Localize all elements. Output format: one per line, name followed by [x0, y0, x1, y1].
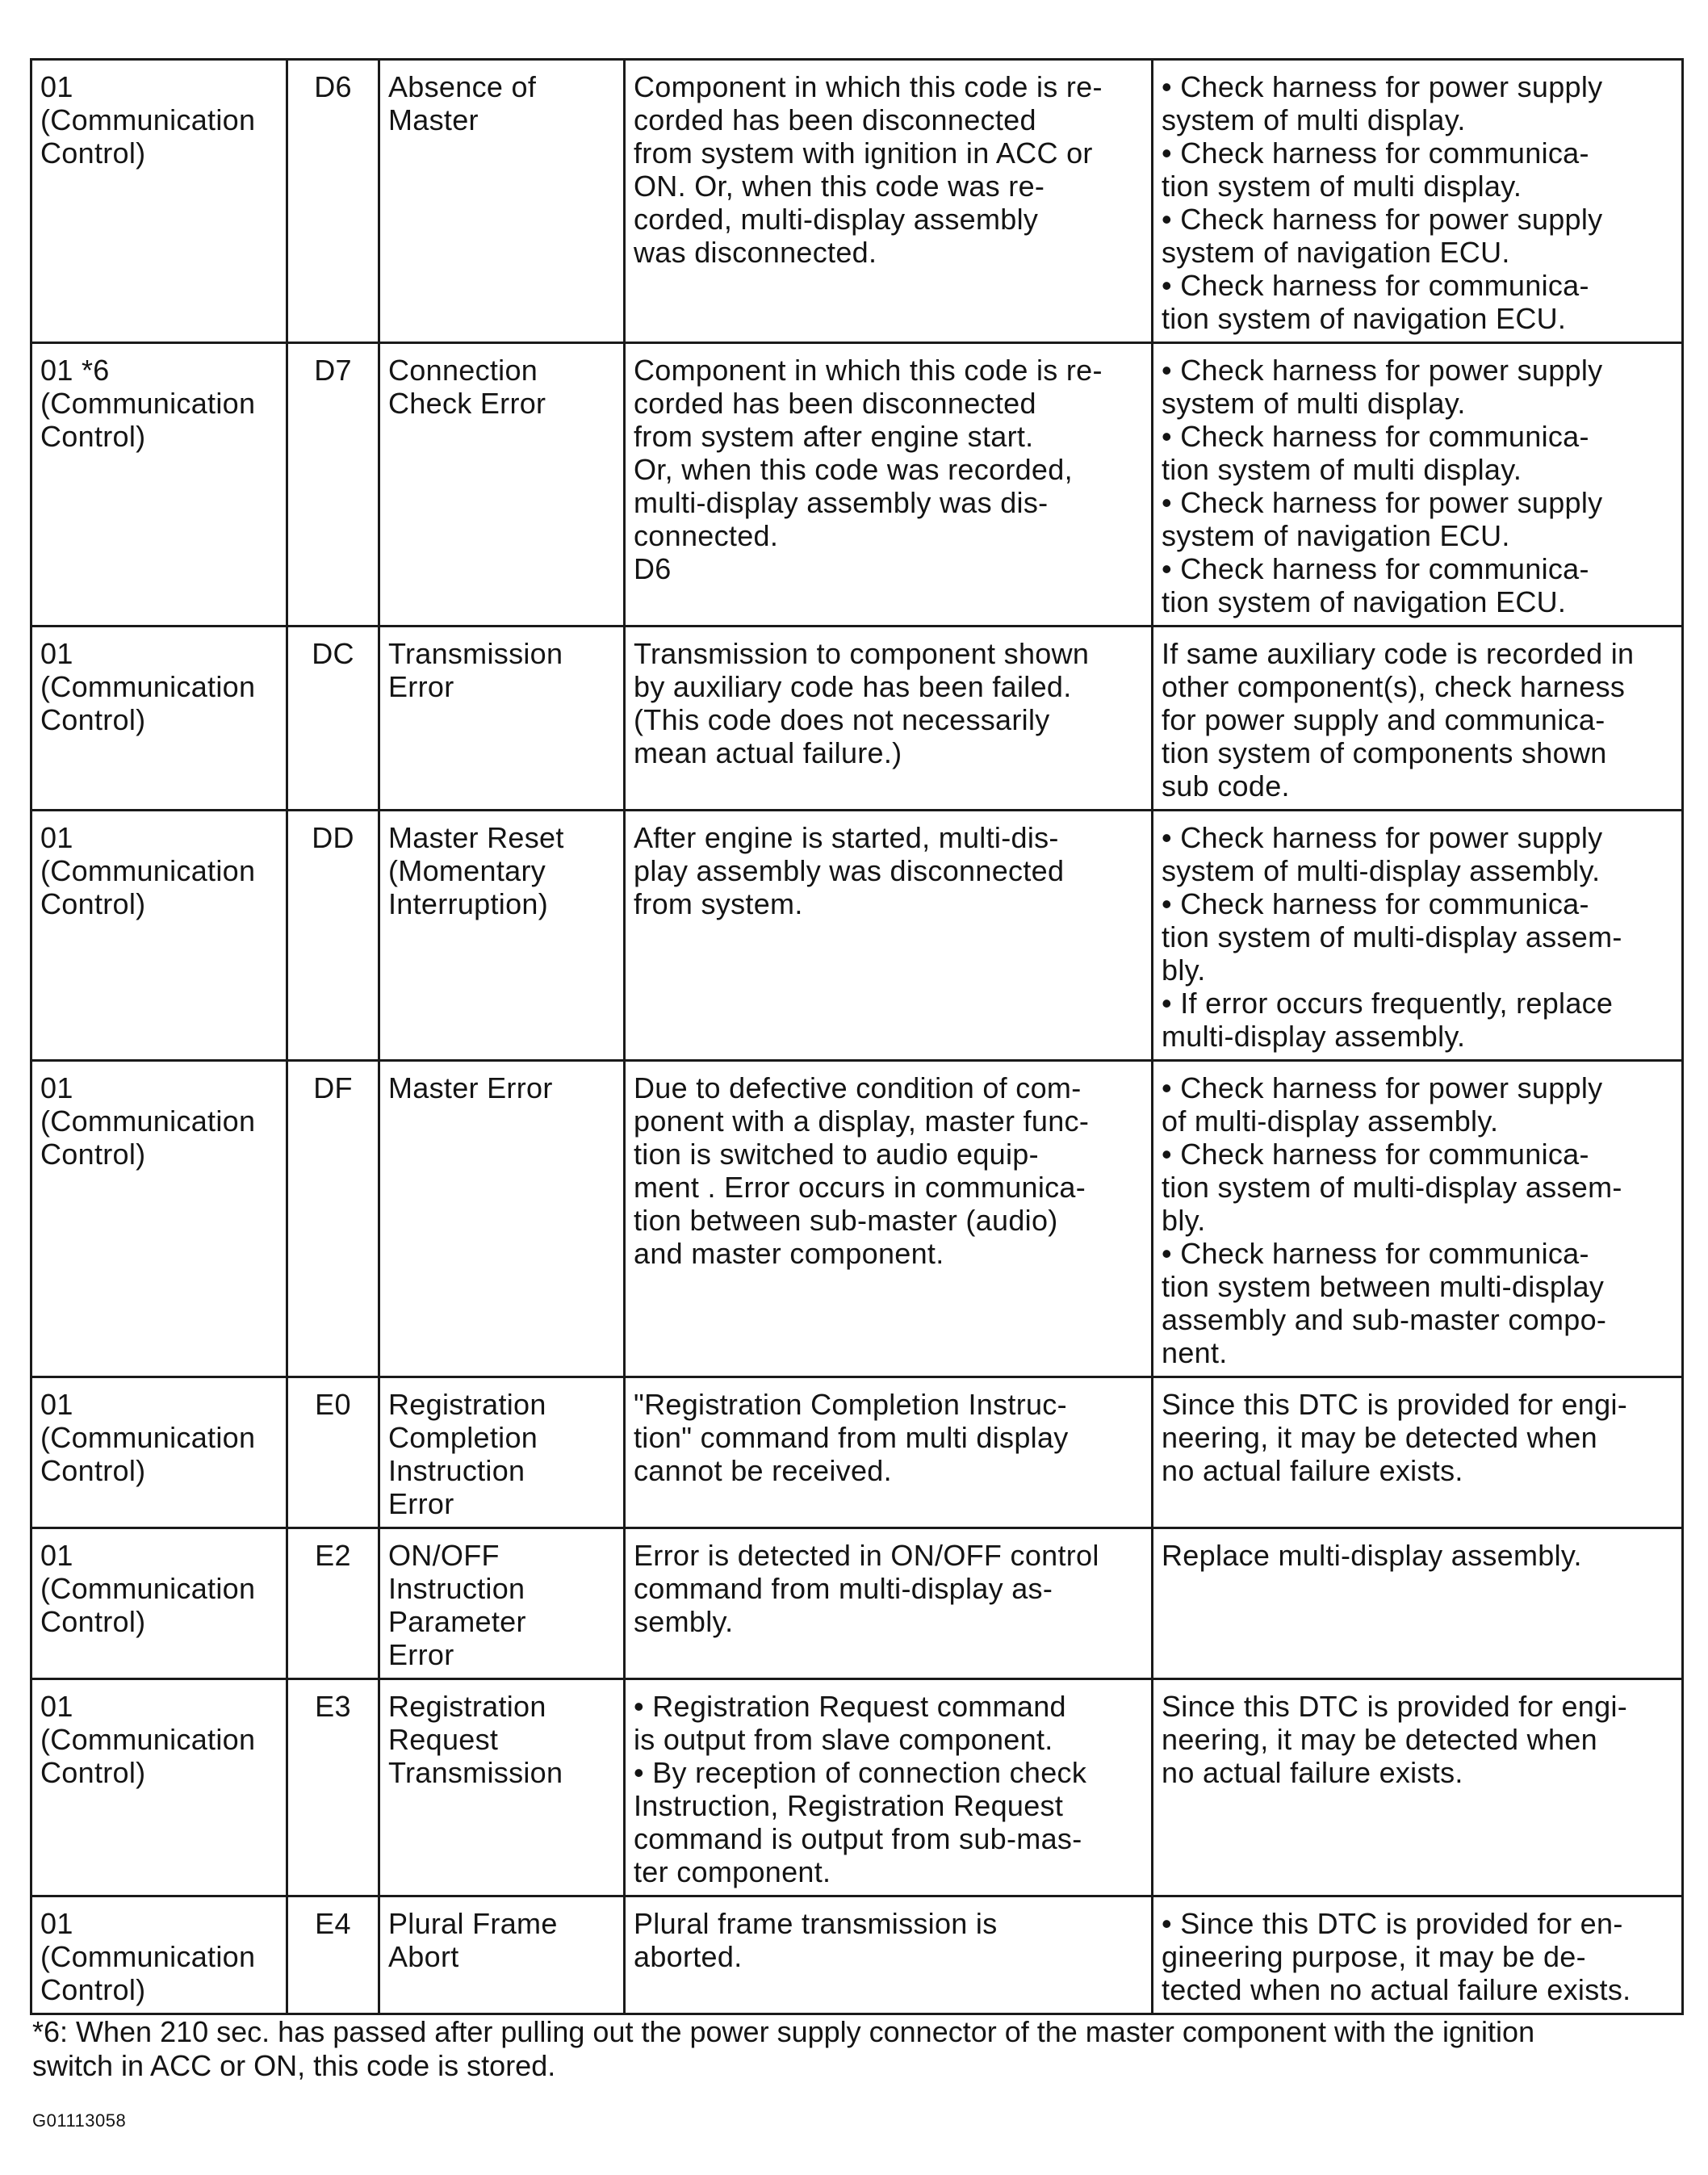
trouble-condition-cell-line: Transmission to component shown: [634, 637, 1090, 670]
system-cell-line: 01: [40, 637, 73, 670]
system-cell-line: (Communication: [40, 670, 256, 703]
trouble-area-cell: [1153, 1528, 1683, 1679]
system-cell-line: Control): [40, 1605, 146, 1638]
system-cell-line: 01: [40, 1907, 73, 1940]
trouble-condition-cell-line: Error is detected in ON/OFF control: [634, 1539, 1099, 1572]
detection-item-cell-line: Check Error: [388, 387, 546, 420]
trouble-condition-cell-line: Component in which this code is re-: [634, 70, 1103, 103]
trouble-area-cell-line: bly.: [1162, 953, 1206, 987]
trouble-condition-cell-line: (This code does not necessarily: [634, 703, 1050, 736]
system-cell-line: Control): [40, 1756, 146, 1789]
detection-item-cell-line: Registration: [388, 1690, 546, 1723]
trouble-condition-cell: [625, 1528, 1153, 1679]
detection-item-cell: [379, 1377, 625, 1528]
detection-item-cell: [379, 1061, 625, 1377]
dtc-row: [31, 1679, 1683, 1896]
trouble-condition-cell-line: sembly.: [634, 1605, 734, 1638]
trouble-condition-cell-line: "Registration Completion Instruc-: [634, 1388, 1067, 1421]
dtc-table-body: [31, 60, 1683, 2014]
system-cell-line: 01: [40, 821, 73, 854]
dtc-code-cell: DD: [287, 811, 379, 1061]
trouble-area-cell: [1153, 811, 1683, 1061]
trouble-condition-cell-line: command is output from sub-mas-: [634, 1822, 1082, 1855]
trouble-condition-cell-line: • By reception of connection check: [634, 1756, 1087, 1789]
trouble-area-cell-line: neering, it may be detected when: [1162, 1723, 1597, 1756]
system-cell-line: 01: [40, 1539, 73, 1572]
trouble-condition-cell-line: corded has been disconnected: [634, 387, 1036, 420]
trouble-condition-cell-line: Instruction, Registration Request: [634, 1789, 1064, 1822]
trouble-area-cell-line: • Check harness for communica-: [1162, 136, 1589, 170]
detection-item-cell-line: Connection: [388, 354, 538, 387]
dtc-row: [31, 1377, 1683, 1528]
trouble-area-cell: [1153, 60, 1683, 343]
trouble-area-cell-line: tected when no actual failure exists.: [1162, 1973, 1631, 2006]
trouble-condition-cell-line: tion between sub-master (audio): [634, 1204, 1058, 1237]
trouble-condition-cell-line: ment . Error occurs in communica-: [634, 1171, 1086, 1204]
trouble-area-cell-line: system of multi-display assembly.: [1162, 854, 1601, 887]
trouble-condition-cell: [625, 1896, 1153, 2014]
trouble-area-cell-line: sub code.: [1162, 769, 1290, 803]
dtc-table: [30, 58, 1684, 2015]
trouble-area-cell-line: • Since this DTC is provided for en-: [1162, 1907, 1623, 1940]
detection-item-cell-line: Master: [388, 103, 479, 136]
system-cell-line: Control): [40, 136, 146, 170]
trouble-condition-cell-line: by auxiliary code has been failed.: [634, 670, 1072, 703]
dtc-code-cell: D7: [287, 343, 379, 627]
trouble-area-cell-line: Since this DTC is provided for engi-: [1162, 1388, 1628, 1421]
trouble-condition-cell-line: Component in which this code is re-: [634, 354, 1103, 387]
system-cell: [31, 343, 287, 627]
detection-item-cell-line: Absence of: [388, 70, 537, 103]
trouble-area-cell: [1153, 1896, 1683, 2014]
trouble-area-cell-line: • Check harness for power supply: [1162, 486, 1603, 519]
footnote-line: *6: When 210 sec. has passed after pulling out the power supply connector of the master component with the ignition: [32, 2015, 1535, 2048]
system-cell-line: (Communication: [40, 1572, 256, 1605]
detection-item-cell-line: Abort: [388, 1940, 459, 1973]
system-cell-line: Control): [40, 703, 146, 736]
trouble-condition-cell-line: play assembly was disconnected: [634, 854, 1065, 887]
detection-item-cell-line: Master Reset: [388, 821, 564, 854]
trouble-area-cell-line: tion system of multi display.: [1162, 453, 1522, 486]
trouble-condition-cell-line: tion is switched to audio equip-: [634, 1138, 1039, 1171]
trouble-area-cell-line: Since this DTC is provided for engi-: [1162, 1690, 1628, 1723]
trouble-condition-cell-line: aborted.: [634, 1940, 743, 1973]
trouble-area-cell-line: tion system of multi-display assem-: [1162, 1171, 1622, 1204]
trouble-condition-cell-line: multi-display assembly was dis-: [634, 486, 1049, 519]
trouble-area-cell-line: • Check harness for power supply: [1162, 1071, 1603, 1104]
trouble-area-cell: [1153, 1377, 1683, 1528]
detection-item-cell-line: Transmission: [388, 1756, 563, 1789]
trouble-area-cell-line: tion system of multi-display assem-: [1162, 920, 1622, 953]
trouble-area-cell-line: tion system of navigation ECU.: [1162, 302, 1567, 335]
detection-item-cell-line: Instruction: [388, 1454, 525, 1487]
detection-item-cell-line: (Momentary: [388, 854, 546, 887]
trouble-condition-cell-line: D6: [634, 552, 672, 585]
trouble-area-cell-line: • Check harness for power supply: [1162, 821, 1603, 854]
system-cell-line: (Communication: [40, 854, 256, 887]
system-cell: [31, 811, 287, 1061]
trouble-condition-cell: [625, 811, 1153, 1061]
trouble-condition-cell-line: ter component.: [634, 1855, 831, 1888]
system-cell-line: (Communication: [40, 1421, 256, 1454]
dtc-row: [31, 811, 1683, 1061]
trouble-area-cell-line: of multi-display assembly.: [1162, 1104, 1499, 1138]
detection-item-cell: [379, 60, 625, 343]
system-cell-line: Control): [40, 1138, 146, 1171]
trouble-condition-cell: [625, 60, 1153, 343]
detection-item-cell-line: Error: [388, 670, 454, 703]
trouble-condition-cell-line: After engine is started, multi-dis-: [634, 821, 1059, 854]
system-cell: [31, 1528, 287, 1679]
system-cell-line: 01: [40, 70, 73, 103]
trouble-condition-cell-line: corded has been disconnected: [634, 103, 1036, 136]
dtc-code-cell: DC: [287, 627, 379, 811]
footnote: [32, 2015, 1679, 2083]
detection-item-cell: [379, 811, 625, 1061]
trouble-area-cell-line: system of multi display.: [1162, 387, 1466, 420]
trouble-area-cell-line: no actual failure exists.: [1162, 1454, 1463, 1487]
trouble-condition-cell: [625, 1061, 1153, 1377]
dtc-code-cell: DF: [287, 1061, 379, 1377]
trouble-condition-cell: [625, 627, 1153, 811]
system-cell-line: Control): [40, 887, 146, 920]
trouble-condition-cell: [625, 1679, 1153, 1896]
trouble-area-cell-line: for power supply and communica-: [1162, 703, 1605, 736]
dtc-row: [31, 1061, 1683, 1377]
dtc-code-cell: E2: [287, 1528, 379, 1679]
dtc-row: [31, 343, 1683, 627]
system-cell-line: (Communication: [40, 1104, 256, 1138]
trouble-area-cell: [1153, 1679, 1683, 1896]
trouble-area-cell-line: gineering purpose, it may be de-: [1162, 1940, 1586, 1973]
system-cell-line: (Communication: [40, 1940, 256, 1973]
trouble-condition-cell-line: Or, when this code was recorded,: [634, 453, 1073, 486]
detection-item-cell: [379, 1679, 625, 1896]
trouble-area-cell-line: system of multi display.: [1162, 103, 1466, 136]
detection-item-cell: [379, 627, 625, 811]
detection-item-cell-line: Transmission: [388, 637, 563, 670]
trouble-area-cell-line: tion system between multi-display: [1162, 1270, 1605, 1303]
detection-item-cell: [379, 343, 625, 627]
dtc-code-cell: D6: [287, 60, 379, 343]
trouble-area-cell-line: system of navigation ECU.: [1162, 519, 1510, 552]
system-cell: [31, 1377, 287, 1528]
detection-item-cell-line: Master Error: [388, 1071, 553, 1104]
detection-item-cell: [379, 1528, 625, 1679]
trouble-condition-cell-line: command from multi-display as-: [634, 1572, 1053, 1605]
trouble-area-cell-line: tion system of multi display.: [1162, 170, 1522, 203]
trouble-condition-cell: [625, 1377, 1153, 1528]
trouble-area-cell: [1153, 1061, 1683, 1377]
figure-id: G01113058: [32, 2110, 127, 2131]
trouble-condition-cell: [625, 343, 1153, 627]
system-cell-line: (Communication: [40, 103, 256, 136]
trouble-condition-cell-line: was disconnected.: [634, 236, 877, 269]
trouble-condition-cell-line: and master component.: [634, 1237, 944, 1270]
trouble-condition-cell-line: from system after engine start.: [634, 420, 1034, 453]
trouble-area-cell-line: • Check harness for communica-: [1162, 1138, 1589, 1171]
system-cell-line: 01: [40, 1071, 73, 1104]
trouble-area-cell-line: no actual failure exists.: [1162, 1756, 1463, 1789]
trouble-condition-cell-line: from system with ignition in ACC or: [634, 136, 1093, 170]
trouble-area-cell-line: • If error occurs frequently, replace: [1162, 987, 1614, 1020]
dtc-row: [31, 1896, 1683, 2014]
trouble-area-cell: [1153, 627, 1683, 811]
trouble-area-cell-line: tion system of navigation ECU.: [1162, 585, 1567, 618]
trouble-area-cell-line: Replace multi-display assembly.: [1162, 1539, 1582, 1572]
system-cell: [31, 627, 287, 811]
trouble-condition-cell-line: Plural frame transmission is: [634, 1907, 998, 1940]
system-cell: [31, 1896, 287, 2014]
trouble-area-cell-line: • Check harness for communica-: [1162, 420, 1589, 453]
system-cell: [31, 1679, 287, 1896]
detection-item-cell-line: ON/OFF: [388, 1539, 500, 1572]
system-cell-line: Control): [40, 1454, 146, 1487]
trouble-area-cell-line: • Check harness for communica-: [1162, 1237, 1589, 1270]
system-cell: [31, 1061, 287, 1377]
detection-item-cell-line: Error: [388, 1487, 454, 1520]
trouble-condition-cell-line: corded, multi-display assembly: [634, 203, 1039, 236]
trouble-area-cell-line: • Check harness for communica-: [1162, 269, 1589, 302]
trouble-area-cell-line: other component(s), check harness: [1162, 670, 1626, 703]
trouble-area-cell-line: • Check harness for communica-: [1162, 552, 1589, 585]
detection-item-cell-line: Error: [388, 1638, 454, 1671]
trouble-condition-cell-line: from system.: [634, 887, 803, 920]
trouble-area-cell-line: • Check harness for power supply: [1162, 70, 1603, 103]
system-cell-line: (Communication: [40, 1723, 256, 1756]
trouble-area-cell-line: If same auxiliary code is recorded in: [1162, 637, 1635, 670]
detection-item-cell: [379, 1896, 625, 2014]
detection-item-cell-line: Request: [388, 1723, 499, 1756]
trouble-condition-cell-line: ponent with a display, master func-: [634, 1104, 1090, 1138]
dtc-code-cell: E4: [287, 1896, 379, 2014]
trouble-area-cell-line: assembly and sub-master compo-: [1162, 1303, 1607, 1336]
trouble-condition-cell-line: connected.: [634, 519, 779, 552]
trouble-condition-cell-line: mean actual failure.): [634, 736, 902, 769]
detection-item-cell-line: Interruption): [388, 887, 548, 920]
detection-item-cell-line: Instruction: [388, 1572, 525, 1605]
system-cell-line: (Communication: [40, 387, 256, 420]
trouble-area-cell-line: neering, it may be detected when: [1162, 1421, 1597, 1454]
trouble-area-cell-line: • Check harness for power supply: [1162, 203, 1603, 236]
trouble-area-cell-line: bly.: [1162, 1204, 1206, 1237]
trouble-area-cell: [1153, 343, 1683, 627]
trouble-condition-cell-line: tion" command from multi display: [634, 1421, 1069, 1454]
trouble-condition-cell-line: cannot be received.: [634, 1454, 892, 1487]
detection-item-cell-line: Plural Frame: [388, 1907, 558, 1940]
system-cell-line: Control): [40, 420, 146, 453]
dtc-code-cell: E3: [287, 1679, 379, 1896]
trouble-condition-cell-line: Due to defective condition of com-: [634, 1071, 1082, 1104]
trouble-area-cell-line: • Check harness for power supply: [1162, 354, 1603, 387]
detection-item-cell-line: Completion: [388, 1421, 538, 1454]
dtc-code-cell: E0: [287, 1377, 379, 1528]
dtc-row: [31, 60, 1683, 343]
trouble-condition-cell-line: is output from slave component.: [634, 1723, 1053, 1756]
dtc-row: [31, 1528, 1683, 1679]
trouble-area-cell-line: • Check harness for communica-: [1162, 887, 1589, 920]
dtc-row: [31, 627, 1683, 811]
system-cell-line: 01: [40, 1388, 73, 1421]
trouble-area-cell-line: tion system of components shown: [1162, 736, 1607, 769]
system-cell-line: Control): [40, 1973, 146, 2006]
system-cell: [31, 60, 287, 343]
system-cell-line: 01: [40, 1690, 73, 1723]
trouble-area-cell-line: system of navigation ECU.: [1162, 236, 1510, 269]
trouble-area-cell-line: nent.: [1162, 1336, 1228, 1369]
footnote-line: switch in ACC or ON, this code is stored.: [32, 2049, 556, 2082]
detection-item-cell-line: Registration: [388, 1388, 546, 1421]
trouble-condition-cell-line: • Registration Request command: [634, 1690, 1066, 1723]
trouble-condition-cell-line: ON. Or, when this code was re-: [634, 170, 1045, 203]
system-cell-line: 01 *6: [40, 354, 110, 387]
detection-item-cell-line: Parameter: [388, 1605, 526, 1638]
trouble-area-cell-line: multi-display assembly.: [1162, 1020, 1466, 1053]
